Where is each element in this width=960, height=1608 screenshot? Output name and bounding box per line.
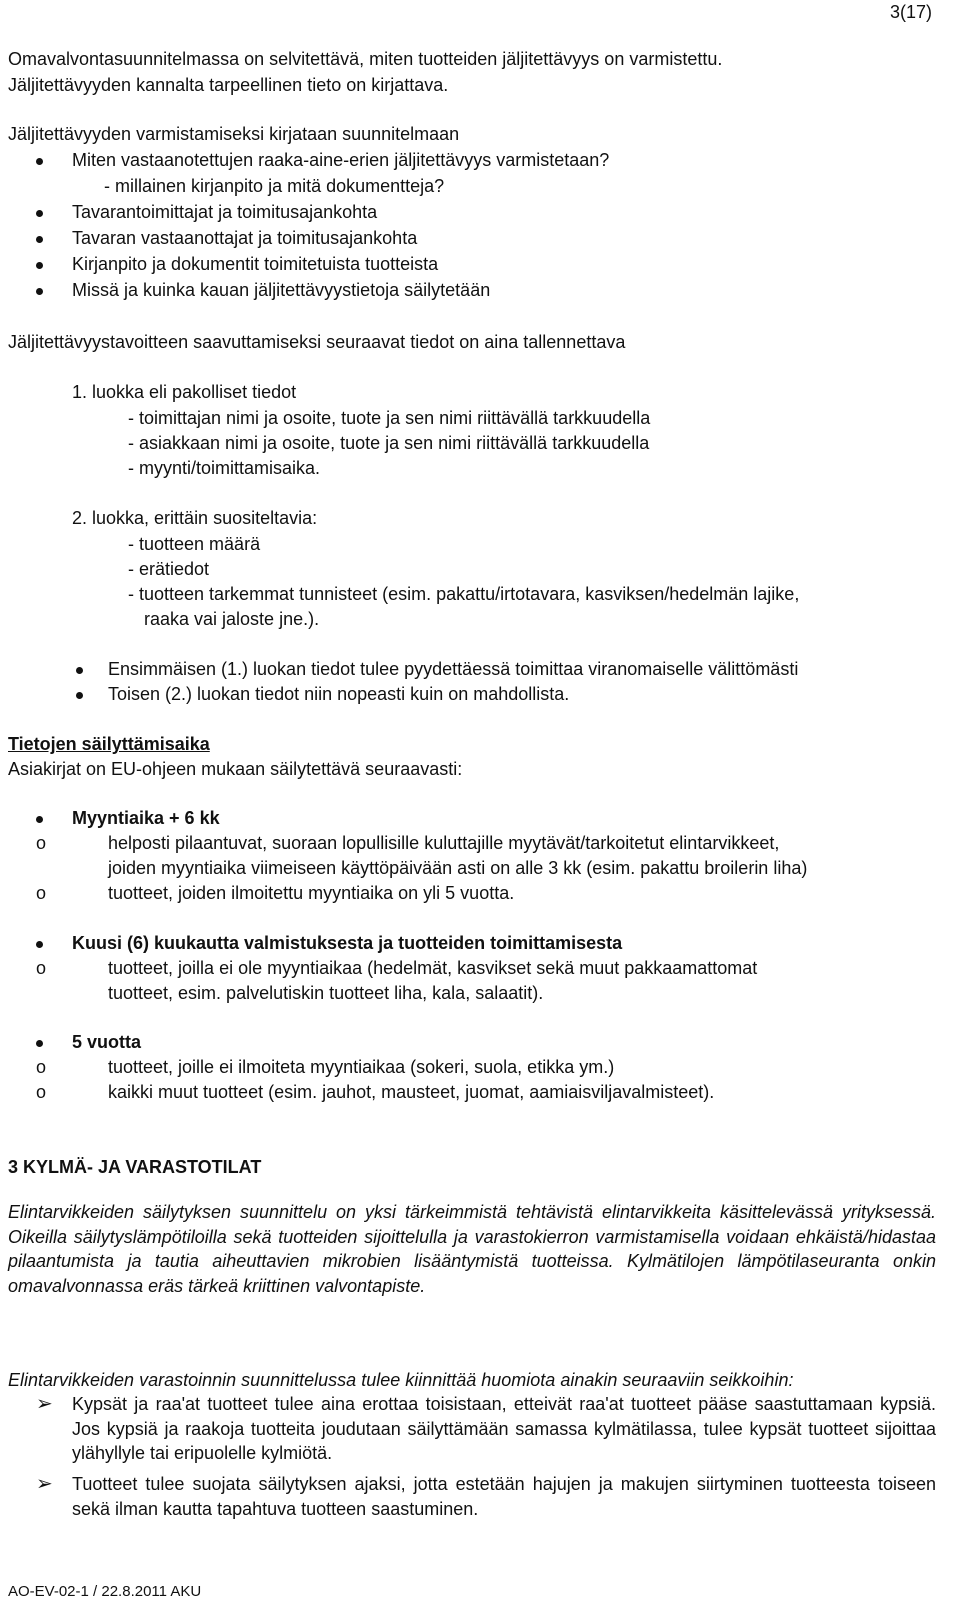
section-3-point-2: Tuotteet tulee suojata säilytyksen ajaksi, jotta estetään hajujen ja makujen siirtyminen tuotteesta toiseen sekä ilman kautta tapahtuva tuotteen saastuminen. bbox=[72, 1474, 936, 1519]
plan-item-1: Miten vastaanotettujen raaka-aine-erien jäljitettävyys varmistetaan? bbox=[72, 150, 610, 170]
retention-group-3-item-b: kaikki muut tuotteet (esim. jauhot, mausteet, juomat, aamiaisviljavalmisteet). bbox=[108, 1082, 715, 1102]
retention-group-1-title: Myyntiaika + 6 kk bbox=[72, 808, 220, 828]
retention-group-2-item-a-cont: tuotteet, esim. palvelutiskin tuotteet liha, kala, salaatit). bbox=[108, 983, 544, 1003]
plan-item-1-sub: - millainen kirjanpito ja mitä dokumentteja? bbox=[104, 176, 445, 196]
class2-item-b: - erätiedot bbox=[128, 559, 210, 579]
delivery-2: Toisen (2.) luokan tiedot niin nopeasti kuin on mahdollista. bbox=[108, 684, 570, 704]
class1-item-a: - toimittajan nimi ja osoite, tuote ja sen nimi riittävällä tarkkuudella bbox=[128, 408, 651, 428]
retention-title: Tietojen säilyttämisaika bbox=[8, 734, 210, 754]
retention-group-1-item-a: helposti pilaantuvat, suoraan lopullisille kuluttajille myytävät/tarkoitetut elintarvikkeet, bbox=[108, 833, 780, 853]
sub-bullet-marker: o bbox=[36, 958, 47, 978]
arrow-bullet-icon: ➢ bbox=[36, 1473, 53, 1495]
section-3-title: 3 KYLMÄ- JA VARASTOTILAT bbox=[8, 1157, 262, 1177]
bullet-icon bbox=[36, 210, 43, 217]
plan-item-5: Missä ja kuinka kauan jäljitettävyystietoja säilytetään bbox=[72, 280, 491, 300]
plan-item-4: Kirjanpito ja dokumentit toimitetuista tuotteista bbox=[72, 254, 439, 274]
plan-item-3: Tavaran vastaanottajat ja toimitusajankohta bbox=[72, 228, 418, 248]
delivery-1: Ensimmäisen (1.) luokan tiedot tulee pyydettäessä toimittaa viranomaiselle välittömästi bbox=[108, 659, 799, 679]
class1-title: 1. luokka eli pakolliset tiedot bbox=[72, 382, 297, 402]
sub-bullet-marker: o bbox=[36, 1057, 47, 1077]
bullet-icon bbox=[36, 158, 43, 165]
plan-item-2: Tavarantoimittajat ja toimitusajankohta bbox=[72, 202, 378, 222]
goal-heading: Jäljitettävyystavoitteen saavuttamiseksi seuraavat tiedot on aina tallennettava bbox=[8, 332, 626, 352]
sub-bullet-marker: o bbox=[36, 833, 47, 853]
intro-line-1: Omavalvontasuunnitelmassa on selvitettävä, miten tuotteiden jäljitettävyys on varmistettu. bbox=[8, 49, 723, 69]
retention-group-3-title: 5 vuotta bbox=[72, 1032, 142, 1052]
footer-doc-code: AO-EV-02-1 / 22.8.2011 AKU bbox=[8, 1583, 202, 1600]
retention-group-1-item-a-cont: joiden myyntiaika viimeiseen käyttöpäivään asti on alle 3 kk (esim. pakattu broilerin liha) bbox=[108, 858, 808, 878]
retention-group-2-title: Kuusi (6) kuukautta valmistuksesta ja tuotteiden toimittamisesta bbox=[72, 933, 623, 953]
class1-item-c: - myynti/toimittamisaika. bbox=[128, 458, 321, 478]
retention-group-1-item-b: tuotteet, joiden ilmoitettu myyntiaika on yli 5 vuotta. bbox=[108, 883, 515, 903]
class2-item-c: - tuotteen tarkemmat tunnisteet (esim. pakattu/irtotavara, kasviksen/hedelmän lajike, bbox=[128, 584, 800, 604]
class2-item-a: - tuotteen määrä bbox=[128, 534, 261, 554]
bullet-icon bbox=[36, 816, 43, 823]
bullet-icon bbox=[76, 692, 83, 699]
section-3-paragraph-1: Elintarvikkeiden säilytyksen suunnittelu on yksi tärkeimmistä tehtävistä elintarvikkeita käsittelevässä yrityksessä. Oikeilla säilytyslämpötiloilla sekä tuotteiden sijoittelulla ja varastokierron varmistamisella voidaan ehkäistä/hidastaa pilaantumista ja tautia aiheuttavien mikrobien lisääntymistä tuotteissa. Kylmätilojen lämpötilaseuranta onkin omavalvonnassa eräs tärkeä kriittinen valvontapiste. bbox=[8, 1202, 936, 1296]
sub-bullet-marker: o bbox=[36, 883, 47, 903]
class2-title: 2. luokka, erittäin suositeltavia: bbox=[72, 508, 318, 528]
class2-item-c-cont: raaka vai jaloste jne.). bbox=[144, 609, 320, 629]
retention-group-3-item-a: tuotteet, joille ei ilmoiteta myyntiaikaa (sokeri, suola, etikka ym.) bbox=[108, 1057, 615, 1077]
plan-heading: Jäljitettävyyden varmistamiseksi kirjataan suunnitelmaan bbox=[8, 124, 460, 144]
bullet-icon bbox=[36, 1040, 43, 1047]
retention-group-2-item-a: tuotteet, joilla ei ole myyntiaikaa (hedelmät, kasvikset sekä muut pakkaamattomat bbox=[108, 958, 758, 978]
page-number: 3(17) bbox=[889, 2, 932, 22]
bullet-icon bbox=[36, 288, 43, 295]
bullet-icon bbox=[36, 262, 43, 269]
bullet-icon bbox=[36, 941, 43, 948]
arrow-bullet-icon: ➢ bbox=[36, 1393, 53, 1415]
intro-line-2: Jäljitettävyyden kannalta tarpeellinen tieto on kirjattava. bbox=[8, 75, 449, 95]
section-3-point-1: Kypsät ja raa'at tuotteet tulee aina erottaa toisistaan, etteivät raa'at tuotteet pääse saastuttamaan kypsiä. Jos kypsiä ja raakoja tuotteita joudutaan säilyttämään samassa kylmätilassa, tulee kypsät tuotteet sijoittaa ylähyllyle tai eripuolelle kylmiötä. bbox=[72, 1394, 936, 1463]
sub-bullet-marker: o bbox=[36, 1082, 47, 1102]
class1-item-b: - asiakkaan nimi ja osoite, tuote ja sen nimi riittävällä tarkkuudella bbox=[128, 433, 650, 453]
bullet-icon bbox=[76, 667, 83, 674]
section-3-paragraph-2-intro: Elintarvikkeiden varastoinnin suunnittelussa tulee kiinnittää huomiota ainakin seuraaviin seikkoihin: bbox=[8, 1370, 794, 1390]
bullet-icon bbox=[36, 236, 43, 243]
retention-intro: Asiakirjat on EU-ohjeen mukaan säilytettävä seuraavasti: bbox=[8, 759, 463, 779]
